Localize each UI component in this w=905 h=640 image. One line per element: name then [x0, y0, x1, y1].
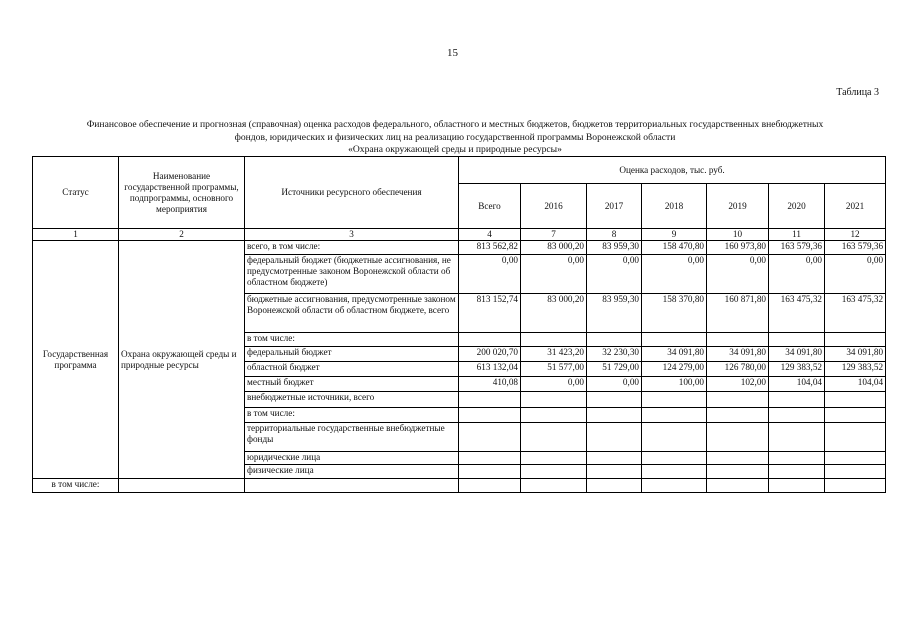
source-cell: бюджетные ассигнования, предусмотренные законом Воронежской области об областном бюджете, всего	[245, 294, 459, 333]
value-cell	[521, 452, 587, 465]
header-estimate: Оценка расходов, тыс. руб.	[459, 157, 886, 184]
column-number: 2	[119, 229, 245, 241]
column-number: 12	[825, 229, 886, 241]
header-row	[33, 157, 886, 184]
value-cell: 163 475,32	[769, 294, 825, 333]
value-cell	[707, 423, 769, 452]
value-cell	[587, 423, 642, 452]
table-label: Таблица 3	[836, 87, 879, 98]
value-cell: 83 959,30	[587, 294, 642, 333]
value-cell	[769, 465, 825, 479]
empty-cell	[587, 479, 642, 493]
value-cell	[521, 333, 587, 347]
column-numbers-row	[33, 229, 886, 241]
value-cell	[521, 423, 587, 452]
value-cell: 0,00	[521, 377, 587, 392]
column-number: 7	[521, 229, 587, 241]
value-cell	[459, 408, 521, 423]
title-line: «Охрана окружающей среды и природные ресурсы»	[348, 144, 562, 156]
value-cell	[707, 408, 769, 423]
value-cell: 104,04	[769, 377, 825, 392]
title-line: фондов, юридических и физических лиц на реализацию государственной программы Воронежской области	[234, 131, 676, 143]
value-cell: 34 091,80	[707, 347, 769, 362]
title-line: Финансовое обеспечение и прогнозная (справочная) оценка расходов федерального, областного и местных бюджетов, бюджетов территориальных государственных внебюджетных	[86, 119, 824, 130]
source-cell: всего, в том числе:	[245, 241, 459, 255]
value-cell: 0,00	[587, 377, 642, 392]
value-cell: 129 383,52	[769, 362, 825, 377]
value-cell: 163 475,32	[825, 294, 886, 333]
value-cell	[769, 392, 825, 408]
source-cell: юридические лица	[245, 452, 459, 465]
value-cell	[521, 392, 587, 408]
value-cell: 160 871,80	[707, 294, 769, 333]
value-cell: 104,04	[825, 377, 886, 392]
empty-cell	[521, 479, 587, 493]
value-cell	[642, 423, 707, 452]
value-cell	[825, 392, 886, 408]
value-cell	[825, 408, 886, 423]
value-cell	[587, 333, 642, 347]
value-cell: 0,00	[642, 255, 707, 294]
empty-cell	[769, 479, 825, 493]
value-cell	[769, 333, 825, 347]
value-cell	[642, 392, 707, 408]
column-number: 10	[707, 229, 769, 241]
header-year: 2016	[521, 184, 587, 229]
column-number: 1	[33, 229, 119, 241]
value-cell: 83 959,30	[587, 241, 642, 255]
empty-cell	[825, 479, 886, 493]
program-status: Государственная программа	[33, 241, 119, 479]
value-cell	[587, 452, 642, 465]
value-cell: 0,00	[707, 255, 769, 294]
table-row	[33, 241, 886, 255]
value-cell: 160 973,80	[707, 241, 769, 255]
value-cell	[459, 392, 521, 408]
value-cell	[587, 408, 642, 423]
value-cell	[825, 333, 886, 347]
value-cell: 34 091,80	[642, 347, 707, 362]
value-cell	[459, 423, 521, 452]
value-cell: 51 729,00	[587, 362, 642, 377]
value-cell	[587, 392, 642, 408]
value-cell: 158 370,80	[642, 294, 707, 333]
value-cell	[769, 423, 825, 452]
value-cell: 163 579,36	[825, 241, 886, 255]
header-year: 2020	[769, 184, 825, 229]
value-cell	[707, 333, 769, 347]
source-cell: в том числе:	[245, 408, 459, 423]
value-cell: 124 279,00	[642, 362, 707, 377]
column-number: 9	[642, 229, 707, 241]
value-cell	[642, 452, 707, 465]
value-cell: 126 780,00	[707, 362, 769, 377]
value-cell: 0,00	[587, 255, 642, 294]
value-cell: 100,00	[642, 377, 707, 392]
source-cell: местный бюджет	[245, 377, 459, 392]
footer-label: в том числе:	[33, 479, 119, 493]
header-year: 2021	[825, 184, 886, 229]
source-cell: в том числе:	[245, 333, 459, 347]
value-cell: 34 091,80	[769, 347, 825, 362]
empty-cell	[642, 479, 707, 493]
column-number: 3	[245, 229, 459, 241]
value-cell	[707, 452, 769, 465]
value-cell: 102,00	[707, 377, 769, 392]
value-cell	[521, 408, 587, 423]
value-cell	[825, 465, 886, 479]
column-number: 11	[769, 229, 825, 241]
value-cell: 34 091,80	[825, 347, 886, 362]
value-cell: 613 132,04	[459, 362, 521, 377]
header-status: Статус	[33, 157, 119, 229]
value-cell	[642, 333, 707, 347]
source-cell: территориальные государственные внебюджетные фонды	[245, 423, 459, 452]
page-number: 15	[447, 47, 458, 59]
source-cell: федеральный бюджет	[245, 347, 459, 362]
value-cell	[769, 452, 825, 465]
value-cell: 410,08	[459, 377, 521, 392]
value-cell	[459, 333, 521, 347]
value-cell	[642, 465, 707, 479]
value-cell	[459, 465, 521, 479]
header-year: 2018	[642, 184, 707, 229]
value-cell	[825, 423, 886, 452]
program-name: Охрана окружающей среды и природные ресурсы	[119, 241, 245, 479]
source-cell: федеральный бюджет (бюджетные ассигнования, не предусмотренные законом Воронежской области об областном бюджете)	[245, 255, 459, 294]
source-cell: областной бюджет	[245, 362, 459, 377]
value-cell: 83 000,20	[521, 241, 587, 255]
header-year: 2017	[587, 184, 642, 229]
value-cell: 0,00	[459, 255, 521, 294]
value-cell: 51 577,00	[521, 362, 587, 377]
value-cell	[769, 408, 825, 423]
value-cell	[587, 465, 642, 479]
value-cell: 200 020,70	[459, 347, 521, 362]
empty-cell	[245, 479, 459, 493]
header-name: Наименование государственной программы, подпрограммы, основного мероприятия	[119, 157, 245, 229]
value-cell	[825, 452, 886, 465]
column-number: 8	[587, 229, 642, 241]
value-cell	[642, 408, 707, 423]
finance-table	[32, 156, 886, 493]
header-year: 2019	[707, 184, 769, 229]
source-cell: физические лица	[245, 465, 459, 479]
column-number: 4	[459, 229, 521, 241]
empty-cell	[459, 479, 521, 493]
value-cell	[707, 465, 769, 479]
value-cell	[707, 392, 769, 408]
empty-cell	[707, 479, 769, 493]
value-cell: 813 152,74	[459, 294, 521, 333]
header-sources: Источники ресурсного обеспечения	[245, 157, 459, 229]
value-cell: 83 000,20	[521, 294, 587, 333]
value-cell: 31 423,20	[521, 347, 587, 362]
value-cell: 0,00	[521, 255, 587, 294]
document-title	[20, 119, 890, 157]
value-cell: 0,00	[825, 255, 886, 294]
empty-cell	[119, 479, 245, 493]
value-cell: 163 579,36	[769, 241, 825, 255]
footer-row	[33, 479, 886, 493]
value-cell: 129 383,52	[825, 362, 886, 377]
value-cell: 32 230,30	[587, 347, 642, 362]
value-cell	[521, 465, 587, 479]
header-year: Всего	[459, 184, 521, 229]
value-cell: 0,00	[769, 255, 825, 294]
source-cell: внебюджетные источники, всего	[245, 392, 459, 408]
value-cell	[459, 452, 521, 465]
value-cell: 158 470,80	[642, 241, 707, 255]
value-cell: 813 562,82	[459, 241, 521, 255]
